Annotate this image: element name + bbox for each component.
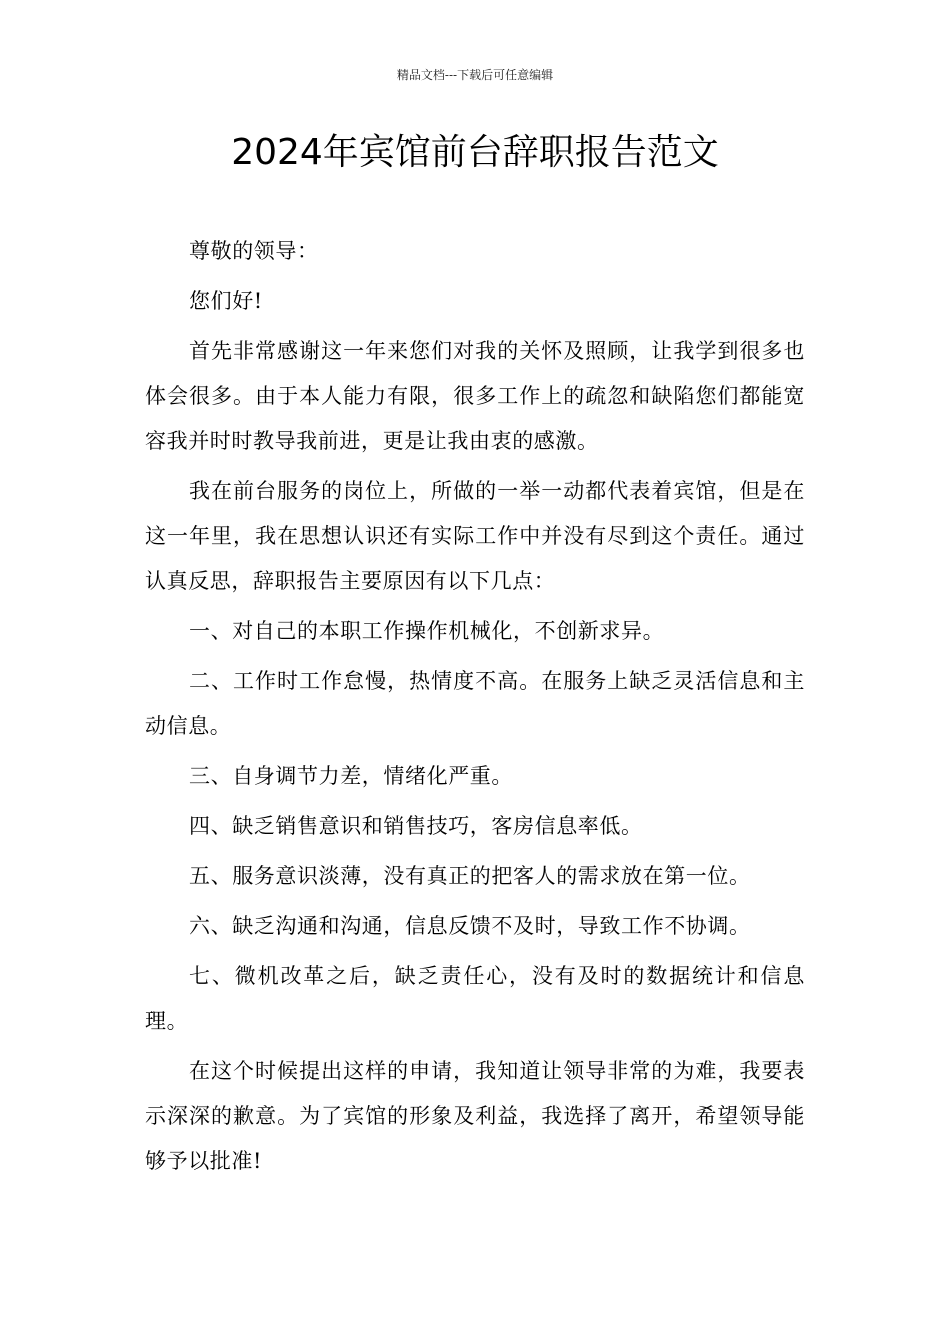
header-note: 精品文档---下载后可任意编辑 [396,68,554,82]
reason-item-1: 一、对自己的本职工作操作机械化，不创新求异。 [189,619,665,643]
reason-item-4: 四、缺乏销售意识和销售技巧，客房信息率低。 [189,814,643,838]
reason-item-2: 二、工作时工作怠慢，热情度不高。在服务上缺乏灵活信息和主动信息。 [145,669,805,738]
reason-item-3: 三、自身调节力差，情绪化严重。 [189,764,513,788]
salutation: 尊敬的领导： [189,239,319,263]
greeting: 您们好! [189,289,263,313]
document-title: 2024年宾馆前台辞职报告范文 [231,132,719,173]
reason-item-5: 五、服务意识淡薄，没有真正的把客人的需求放在第一位。 [189,864,751,888]
reason-item-7: 七、微机改革之后，缺乏责任心，没有及时的数据统计和信息理。 [145,964,805,1033]
body-paragraph: 首先非常感谢这一年来您们对我的关怀及照顾，让我学到很多也体会很多。由于本人能力有限，很多工作上的疏忽和缺陷您们都能宽容我并时时教导我前进，更是让我由衷的感激。 [145,339,805,453]
closing-paragraph: 在这个时候提出这样的申请，我知道让领导非常的为难，我要表示深深的歉意。为了宾馆的形象及利益，我选择了离开，希望领导能够予以批准! [145,1059,805,1173]
reason-item-6: 六、缺乏沟通和沟通，信息反馈不及时，导致工作不协调。 [189,914,751,938]
document-body [145,229,805,1189]
body-paragraph: 我在前台服务的岗位上，所做的一举一动都代表着宾馆，但是在这一年里，我在思想认识还有实际工作中并没有尽到这个责任。通过认真反思，辞职报告主要原因有以下几点： [145,479,805,593]
